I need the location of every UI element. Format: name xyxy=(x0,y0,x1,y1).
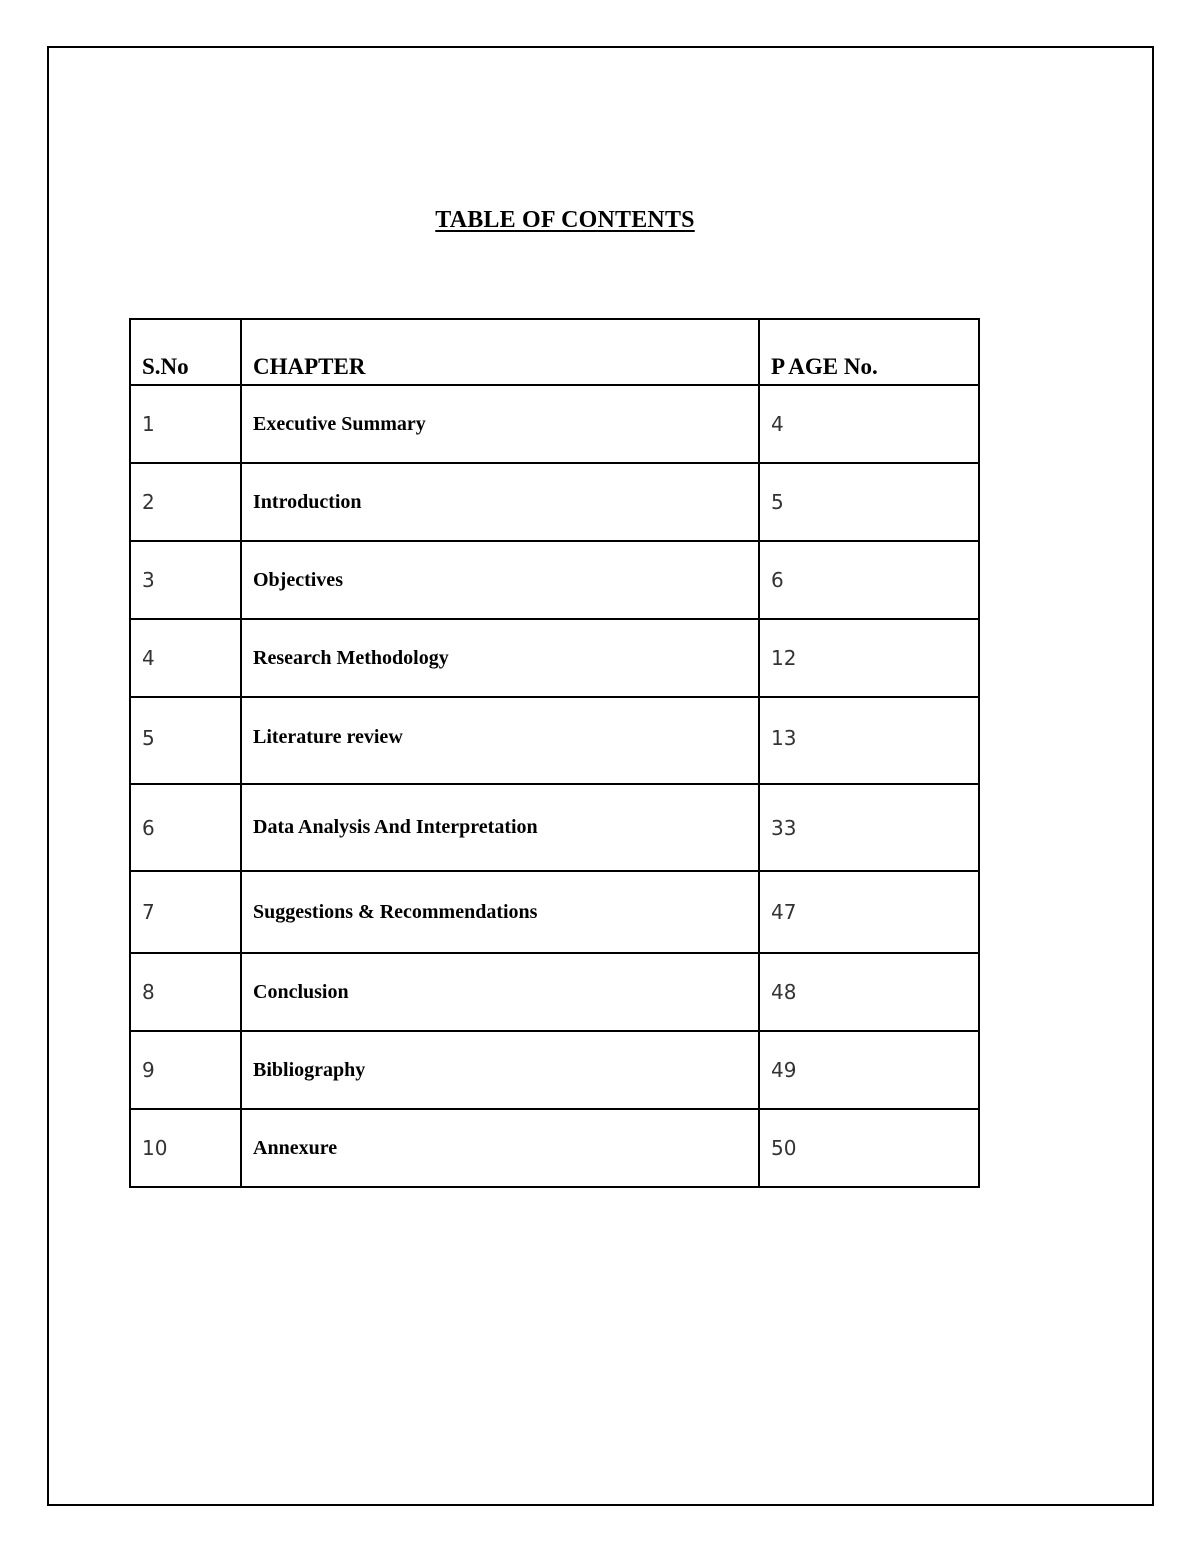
row-sno: 6 xyxy=(130,784,241,871)
row-chapter: Bibliography xyxy=(241,1031,759,1109)
row-sno: 9 xyxy=(130,1031,241,1109)
row-sno: 4 xyxy=(130,619,241,697)
row-chapter: Executive Summary xyxy=(241,385,759,463)
table-row xyxy=(130,953,979,1031)
table-row xyxy=(130,784,979,871)
row-chapter: Literature review xyxy=(241,697,759,784)
row-chapter: Research Methodology xyxy=(241,619,759,697)
row-chapter: Conclusion xyxy=(241,953,759,1031)
row-page: 47 xyxy=(759,871,979,953)
row-sno: 2 xyxy=(130,463,241,541)
row-sno: 7 xyxy=(130,871,241,953)
table-row xyxy=(130,697,979,784)
row-sno: 10 xyxy=(130,1109,241,1187)
row-sno: 1 xyxy=(130,385,241,463)
table-row xyxy=(130,619,979,697)
contents-table xyxy=(129,318,980,1188)
row-page: 49 xyxy=(759,1031,979,1109)
table-row xyxy=(130,871,979,953)
table-row xyxy=(130,1109,979,1187)
row-chapter: Data Analysis And Interpretation xyxy=(241,784,759,871)
header-chapter: CHAPTER xyxy=(241,319,759,385)
row-sno: 5 xyxy=(130,697,241,784)
table-row xyxy=(130,1031,979,1109)
row-chapter: Suggestions & Recommendations xyxy=(241,871,759,953)
row-sno: 3 xyxy=(130,541,241,619)
table-row xyxy=(130,385,979,463)
table-row xyxy=(130,463,979,541)
page-title: TABLE OF CONTENTS xyxy=(435,207,695,233)
row-page: 13 xyxy=(759,697,979,784)
row-chapter: Objectives xyxy=(241,541,759,619)
row-page: 33 xyxy=(759,784,979,871)
row-page: 50 xyxy=(759,1109,979,1187)
row-page: 4 xyxy=(759,385,979,463)
row-page: 48 xyxy=(759,953,979,1031)
header-sno: S.No xyxy=(130,319,241,385)
row-page: 12 xyxy=(759,619,979,697)
table-row xyxy=(130,541,979,619)
row-chapter: Introduction xyxy=(241,463,759,541)
row-page: 5 xyxy=(759,463,979,541)
row-sno: 8 xyxy=(130,953,241,1031)
header-page: P AGE No. xyxy=(759,319,979,385)
row-page: 6 xyxy=(759,541,979,619)
row-chapter: Annexure xyxy=(241,1109,759,1187)
table-header-row xyxy=(130,319,979,385)
